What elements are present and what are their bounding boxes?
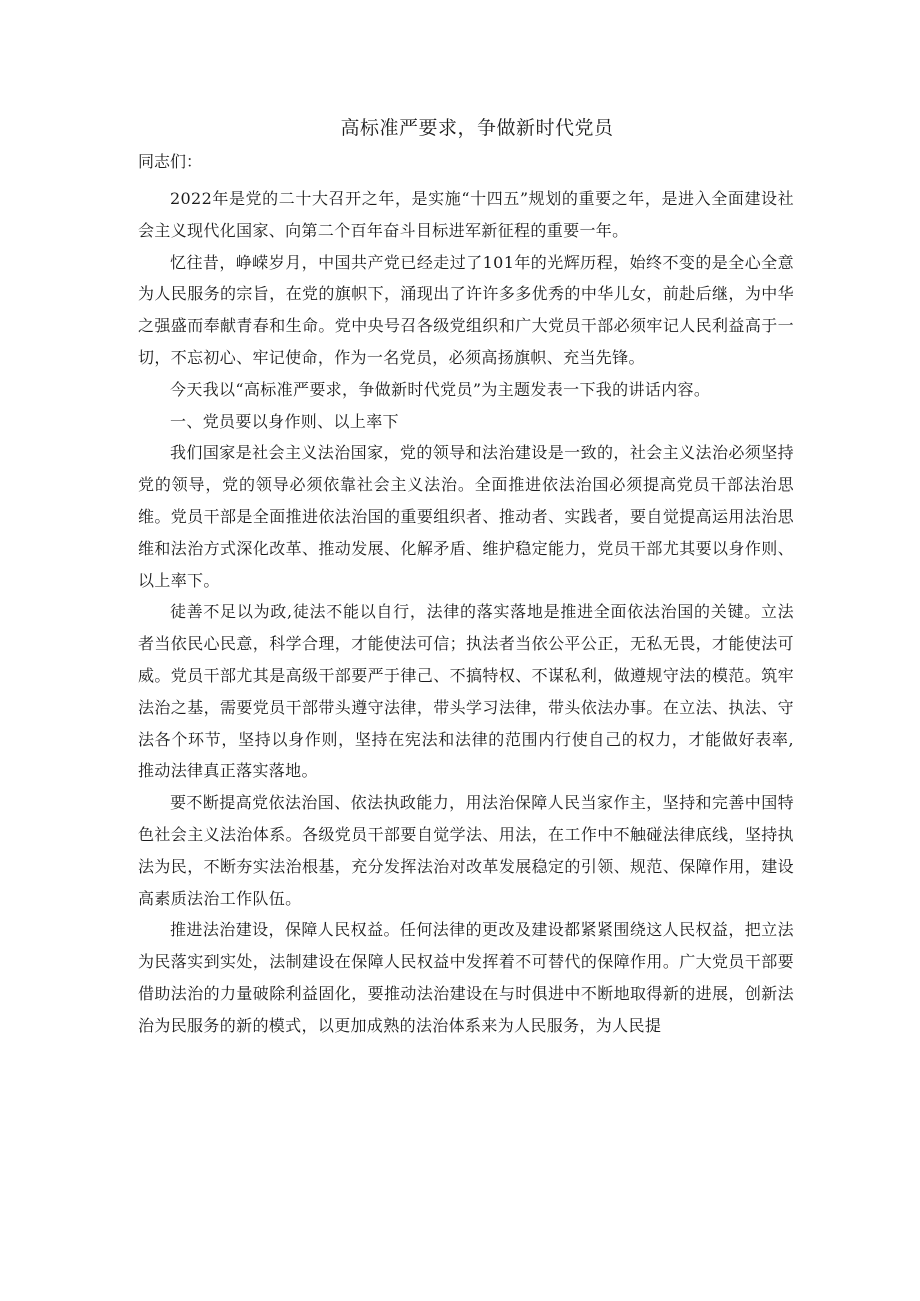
paragraph-history: 忆往昔，峥嵘岁月，中国共产党已经走过了101年的光辉历程，始终不变的是全心全意为人民服务的宗旨，在党的旗帜下，涌现出了许许多多优秀的中华儿女，前赴后继，为中华之强盛而奉献青春和生命。党中央号召各级党组织和广大党员干部必须牢记人民利益高于一切，不忘初心、牢记使命，作为一名党员，必须高扬旗帜、充当先锋。 xyxy=(138,252,794,367)
paragraph-rights: 推进法治建设，保障人民权益。任何法律的更改及建设都紧紧围绕这人民权益，把立法为民落实到实处，法制建设在保障人民权益中发挥着不可替代的保障作用。广大党员干部要借助法治的力量破除利益固化，要推动法治建设在与时俱进中不断地取得新的进展，创新法治为民服务的新的模式，以更加成熟的法治体系来为人民服务，为人民提 xyxy=(138,920,794,1035)
paragraph-capability: 要不断提高党依法治国、依法执政能力，用法治保障人民当家作主，坚持和完善中国特色社会主义法治体系。各级党员干部要自觉学法、用法，在工作中不触碰法律底线，坚持执法为民，不断夯实法治根基，充分发挥法治对改革发展稳定的引领、规范、保障作用，建设高素质法治工作队伍。 xyxy=(138,793,794,908)
document-title: 高标准严要求，争做新时代党员 xyxy=(340,117,614,139)
document-page xyxy=(138,108,794,1042)
paragraph-topic: 今天我以“高标准严要求，争做新时代党员”为主题发表一下我的讲话内容。 xyxy=(170,379,711,399)
section-heading: 一、党员要以身作则、以上率下 xyxy=(170,411,399,431)
paragraph-rule-of-law: 我们国家是社会主义法治国家，党的领导和法治建设是一致的，社会主义法治必须坚持党的领导，党的领导必须依靠社会主义法治。全面推进依法治国必须提高党员干部法治思维。党员干部是全面推进依法治国的重要组织者、推动者、实践者，要自觉提高运用法治思维和法治方式深化改革、推动发展、化解矛盾、维护稳定能力，党员干部尤其要以身作则、以上率下。 xyxy=(138,443,794,590)
salutation: 同志们： xyxy=(138,152,203,171)
paragraph-intro: 2022年是党的二十大召开之年，是实施“十四五”规划的重要之年，是进入全面建设社会主义现代化国家、向第二个百年奋斗目标进军新征程的重要一年。 xyxy=(138,189,794,240)
paragraph-implementation: 徒善不足以为政,徒法不能以自行，法律的落实落地是推进全面依法治国的关键。立法者当依民心民意，科学合理，才能使法可信；执法者当依公平公正，无私无畏，才能使法可威。党员干部尤其是高级干部要严于律己、不搞特权、不谋私利，做遵规守法的模范。筑牢法治之基，需要党员干部带头遵守法律，带头学习法律，带头依法办事。在立法、执法、守法各个环节，坚持以身作则，坚持在宪法和法律的范围内行使自己的权力，才能做好表率,推动法律真正落实落地。 xyxy=(138,602,794,781)
